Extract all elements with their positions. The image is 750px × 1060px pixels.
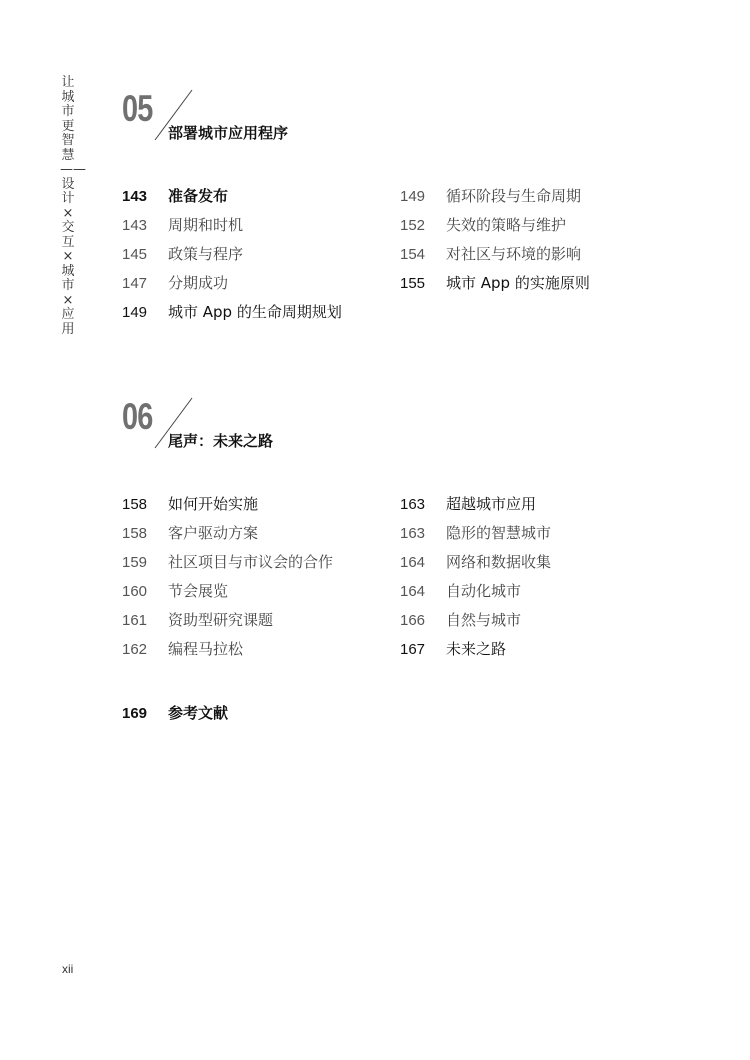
- chapter-05-right-column: [400, 182, 660, 298]
- toc-entry-title: 准备发布: [168, 187, 229, 205]
- toc-entry-title: 客户驱动方案: [168, 524, 259, 542]
- references-entry[interactable]: [122, 699, 422, 728]
- chapter-number: 06: [122, 396, 153, 437]
- toc-entry[interactable]: [122, 548, 382, 577]
- toc-page-number: 143: [122, 217, 148, 234]
- toc-entry[interactable]: [122, 182, 382, 211]
- toc-page-number: 143: [122, 188, 148, 205]
- toc-entry-title: 节会展览: [168, 582, 229, 600]
- toc-entry[interactable]: [400, 519, 660, 548]
- toc-entry[interactable]: [400, 635, 660, 664]
- running-title: 让城市更智慧——设计×交互×城市×应用: [60, 75, 86, 337]
- toc-page-number: 169: [122, 705, 148, 722]
- toc-page-number: 166: [400, 612, 426, 629]
- toc-entry-title: 城市 App 的生命周期规划: [168, 303, 342, 321]
- page-number: xii: [62, 962, 74, 976]
- toc-page-number: 149: [400, 188, 426, 205]
- toc-entry[interactable]: [400, 269, 660, 298]
- toc-entry-title: 超越城市应用: [446, 495, 537, 513]
- toc-entry[interactable]: [400, 490, 660, 519]
- toc-entry-title: 城市 App 的实施原则: [446, 274, 590, 292]
- chapter-05-heading: [122, 88, 362, 148]
- toc-entry-title: 参考文献: [168, 704, 229, 722]
- toc-entry-title: 循环阶段与生命周期: [446, 187, 582, 205]
- toc-entry[interactable]: [400, 606, 660, 635]
- toc-entry-title: 资助型研究课题: [168, 611, 274, 629]
- toc-entry-title: 周期和时机: [168, 216, 244, 234]
- toc-entry[interactable]: [400, 548, 660, 577]
- toc-entry[interactable]: [400, 577, 660, 606]
- chapter-05-left-column: [122, 182, 382, 327]
- chapter-06-left-column: [122, 490, 382, 664]
- chapter-title: 尾声：未来之路: [168, 432, 274, 450]
- chapter-number: 05: [122, 88, 153, 129]
- toc-entry[interactable]: [122, 606, 382, 635]
- toc-page-number: 164: [400, 583, 426, 600]
- toc-page-number: 161: [122, 612, 148, 629]
- toc-entry-title: 政策与程序: [168, 245, 244, 263]
- toc-entry[interactable]: [122, 240, 382, 269]
- toc-entry-title: 编程马拉松: [168, 640, 244, 658]
- toc-page-number: 167: [400, 641, 426, 658]
- chapter-06-right-column: [400, 490, 660, 664]
- toc-page-number: 163: [400, 525, 426, 542]
- toc-entry[interactable]: [400, 211, 660, 240]
- toc-entry-title: 自动化城市: [446, 582, 522, 600]
- chapter-06-heading: [122, 396, 362, 456]
- toc-entry[interactable]: [122, 269, 382, 298]
- toc-entry[interactable]: [122, 211, 382, 240]
- toc-entry-title: 自然与城市: [446, 611, 522, 629]
- toc-entry-title: 未来之路: [446, 640, 507, 658]
- chapter-title: 部署城市应用程序: [168, 124, 289, 142]
- toc-page-number: 158: [122, 525, 148, 542]
- toc-page-number: 152: [400, 217, 426, 234]
- toc-entry-title: 社区项目与市议会的合作: [168, 553, 334, 571]
- toc-entry-title: 如何开始实施: [168, 495, 259, 513]
- toc-page-number: 154: [400, 246, 426, 263]
- toc-entry-title: 隐形的智慧城市: [446, 524, 552, 542]
- toc-entry-title: 分期成功: [168, 274, 229, 292]
- toc-page-number: 155: [400, 275, 426, 292]
- toc-page-number: 159: [122, 554, 148, 571]
- toc-page-number: 163: [400, 496, 426, 513]
- toc-entry[interactable]: [122, 519, 382, 548]
- toc-entry[interactable]: [122, 298, 382, 327]
- toc-entry[interactable]: [122, 490, 382, 519]
- toc-page-number: 147: [122, 275, 148, 292]
- toc-page-number: 149: [122, 304, 148, 321]
- toc-page-number: 162: [122, 641, 148, 658]
- toc-page-number: 145: [122, 246, 148, 263]
- toc-entry[interactable]: [400, 182, 660, 211]
- toc-page-number: 158: [122, 496, 148, 513]
- toc-entry[interactable]: [122, 577, 382, 606]
- toc-page-number: 164: [400, 554, 426, 571]
- toc-entry-title: 失效的策略与维护: [446, 216, 567, 234]
- toc-entry[interactable]: [400, 240, 660, 269]
- toc-entry-title: 网络和数据收集: [446, 553, 552, 571]
- toc-entry[interactable]: [122, 635, 382, 664]
- toc-page-number: 160: [122, 583, 148, 600]
- toc-entry-title: 对社区与环境的影响: [446, 245, 582, 263]
